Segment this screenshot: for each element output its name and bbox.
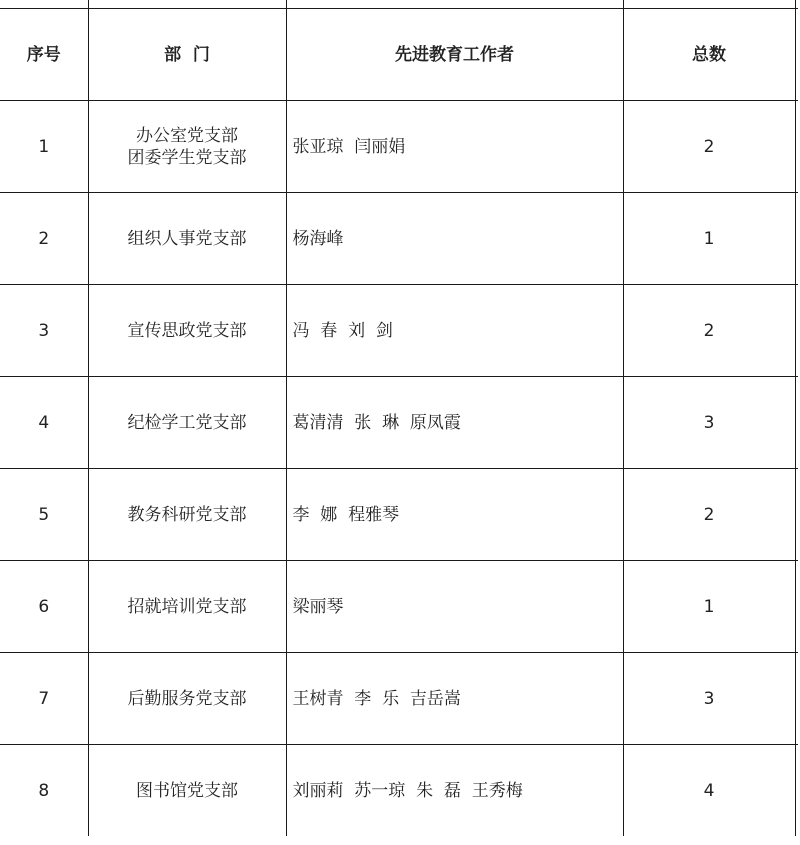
workers-cell: 张亚琼 闫丽娟 <box>286 101 623 193</box>
seq-cell: 2 <box>0 193 88 285</box>
total-cell: 3 <box>623 653 795 745</box>
seq-cell: 7 <box>0 653 88 745</box>
table-row <box>0 101 798 193</box>
dept-name: 招就培训党支部 <box>127 596 247 617</box>
table-row <box>0 193 798 285</box>
dept-name: 后勤服务党支部 <box>127 688 247 709</box>
workers-cell: 刘丽莉 苏一琼 朱 磊 王秀梅 <box>286 745 623 837</box>
table-header-row <box>0 9 798 101</box>
table-top-edge <box>0 0 800 8</box>
workers-cell: 王树青 李 乐 吉岳嵩 <box>286 653 623 745</box>
table-row <box>0 285 798 377</box>
dept-cell <box>88 101 286 193</box>
workers-cell: 杨海峰 <box>286 193 623 285</box>
dept-cell <box>88 377 286 469</box>
table-row <box>0 653 798 745</box>
dept-cell <box>88 561 286 653</box>
dept-cell <box>88 285 286 377</box>
edge-cell <box>795 469 798 561</box>
workers-cell: 梁丽琴 <box>286 561 623 653</box>
column-divider <box>795 0 796 8</box>
edge-cell <box>795 193 798 285</box>
edge-cell <box>795 653 798 745</box>
total-cell: 2 <box>623 101 795 193</box>
header-seq: 序号 <box>0 9 88 101</box>
dept-name: 办公室党支部 <box>136 125 238 146</box>
header-total: 总数 <box>623 9 795 101</box>
total-cell: 2 <box>623 285 795 377</box>
seq-cell: 4 <box>0 377 88 469</box>
workers-cell: 葛清清 张 琳 原凤霞 <box>286 377 623 469</box>
dept-name: 纪检学工党支部 <box>127 412 247 433</box>
seq-cell: 1 <box>0 101 88 193</box>
edge-cell <box>795 745 798 837</box>
workers-cell: 李 娜 程雅琴 <box>286 469 623 561</box>
dept-name: 团委学生党支部 <box>127 147 247 168</box>
edge-cell <box>795 561 798 653</box>
column-divider <box>88 0 89 8</box>
seq-cell: 8 <box>0 745 88 837</box>
seq-cell: 6 <box>0 561 88 653</box>
table-row <box>0 469 798 561</box>
edge-cell <box>795 285 798 377</box>
header-workers: 先进教育工作者 <box>286 9 623 101</box>
advanced-educators-table <box>0 8 798 836</box>
total-cell: 1 <box>623 193 795 285</box>
total-cell: 3 <box>623 377 795 469</box>
dept-cell <box>88 653 286 745</box>
column-divider <box>286 0 287 8</box>
total-cell: 4 <box>623 745 795 837</box>
table-row <box>0 561 798 653</box>
seq-cell: 5 <box>0 469 88 561</box>
dept-name: 图书馆党支部 <box>136 780 238 801</box>
column-divider <box>623 0 624 8</box>
workers-cell: 冯 春 刘 剑 <box>286 285 623 377</box>
dept-name: 组织人事党支部 <box>127 228 247 249</box>
table-row <box>0 377 798 469</box>
header-dept: 部 门 <box>88 9 286 101</box>
total-cell: 1 <box>623 561 795 653</box>
dept-name: 宣传思政党支部 <box>127 320 247 341</box>
dept-cell <box>88 469 286 561</box>
seq-cell: 3 <box>0 285 88 377</box>
dept-cell <box>88 193 286 285</box>
dept-cell <box>88 745 286 837</box>
dept-name: 教务科研党支部 <box>127 504 247 525</box>
total-cell: 2 <box>623 469 795 561</box>
table-row <box>0 745 798 837</box>
edge-cell <box>795 377 798 469</box>
header-edge-cell <box>795 9 798 101</box>
edge-cell <box>795 101 798 193</box>
